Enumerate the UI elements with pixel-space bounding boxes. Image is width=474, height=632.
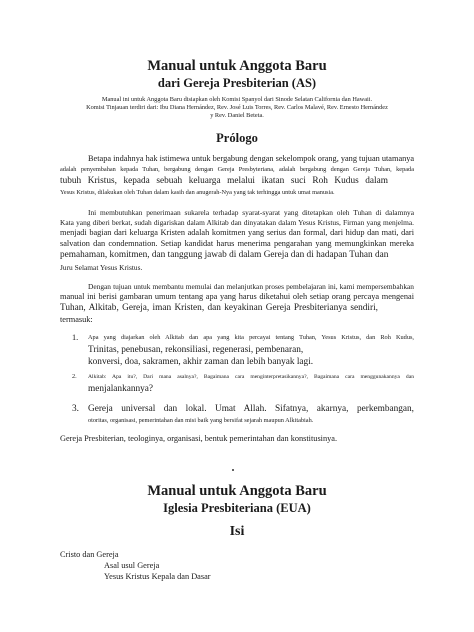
paragraph-line: Ini membutuhkan penerimaan sukarela terhadap syarat-syarat yang ditetapkan oleh Tuhan di dalamnya (88, 208, 414, 217)
paragraph-line: Yesus Kristus, dilakukan oleh Tuhan dalam kasih dan anugerah-Nya yang tak terhingga untuk umat manusia. (60, 189, 335, 196)
list-item-line: konversi, doa, sakramen, akhir zaman dan lebih banyak lagi. (88, 357, 314, 367)
list-item-line: Apa yang diajarkan oleh Alkitab dan apa yang kita percayai tentang Tuhan, Yesus Kristus, dan Roh Kudus, (88, 334, 414, 341)
paragraph-line: termasuk: (60, 315, 93, 324)
paragraph-line: salvation dan condemnation. Setiap kandidat harus menerima pengarahan yang memungkinkan mereka (60, 239, 414, 248)
toc-item: Yesus Kristus Kepala dan Dasar (104, 572, 211, 581)
list-number: 2. (72, 373, 77, 380)
list-number: 3. (72, 404, 79, 414)
intro-line: Manual ini untuk Anggota Baru disiapkan oleh Komisi Spanyol dari Sinode Selatan California dan Hawaii. (101, 96, 373, 103)
list-item-line: otoritas, organisasi, pemerintahan dan misi baik yang bersifat sejarah maupun Alkitabiah. (88, 417, 314, 424)
toc-section: Cristo dan Gereja (60, 550, 119, 559)
document-subtitle: dari Gereja Presbiterian (AS) (157, 76, 317, 90)
paragraph-line: manual ini berisi gambaran umum tentang apa yang harus diketahui oleh setiap orang percaya mengenai (60, 292, 414, 301)
paragraph-line: Kata yang diberi berkat, sudah digariskan dalam Alkitab dan dinyatakan dalam Yesus Kristus, Firman yang menjelma. (60, 218, 414, 227)
paragraph-line: Dengan tujuan untuk membantu memulai dan melanjutkan proses pembelajaran ini, kami mempersembahkan (88, 282, 414, 291)
document-title: Manual untuk Anggota Baru (147, 58, 327, 74)
second-subtitle: Iglesia Presbiteriana (EUA) (163, 501, 311, 515)
contents-heading: Isi (229, 524, 245, 539)
paragraph-line: adalah penyembahan kepada Tuhan, bergabung dengan Gereja Presbyteriana, adalah bergabung dengan Gereja Tuhan, kepada (60, 166, 414, 173)
intro-line: y Rev. Daniel Beteta. (210, 112, 264, 119)
prologue-heading: Prólogo (216, 131, 258, 145)
list-item-line: Gereja universal dan lokal. Umat Allah. Sifatnya, akarnya, perkembangan, (88, 404, 414, 414)
list-item-line: menjalankannya? (88, 384, 154, 394)
list-item-line: Alkitab: Apa itu?, Dari mana asalnya?, Bagaimana cara menginterpretasikannya?, Bagaimana cara menggunakannya dan (88, 374, 414, 380)
intro-line: Komisi Tinjauan terdiri dari: Ibu Diana Hernández, Rev. José Luis Torres, Rev. Carlos Malavé, Rev. Ernesto Hernández (86, 104, 388, 111)
paragraph-line: pemahaman, komitmen, dan tanggung jawab di dalam Gereja dan di hadapan Tuhan dan (60, 250, 389, 260)
list-number: 1. (72, 333, 79, 342)
closing-line: Gereja Presbiterian, teologinya, organisasi, bentuk pemerintahan dan konstitusinya. (60, 434, 338, 443)
paragraph-line: Tuhan, Alkitab, Gereja, iman Kristen, dan keyakinan Gereja Presbiterianya sendiri, (60, 303, 378, 313)
stray-dot (232, 469, 234, 471)
paragraph-line: menjadi bagian dari keluarga Kristen adalah komitmen yang serius dan formal, dari hidup dan mati, dari (60, 228, 414, 237)
list-item-line: Trinitas, penebusan, rekonsiliasi, regenerasi, pembenaran, (88, 345, 304, 355)
paragraph-line: Betapa indahnya hak istimewa untuk bergabung dengan sekelompok orang, yang tujuan utamanya (88, 154, 415, 163)
second-title: Manual untuk Anggota Baru (147, 483, 327, 499)
toc-item: Asal usul Gereja (104, 561, 160, 570)
paragraph-line: tubuh Kristus, kepada sebuah keluarga melalui ikatan suci Roh Kudus dalam (60, 176, 388, 186)
paragraph-line: Juru Selamat Yesus Kristus. (60, 263, 143, 272)
